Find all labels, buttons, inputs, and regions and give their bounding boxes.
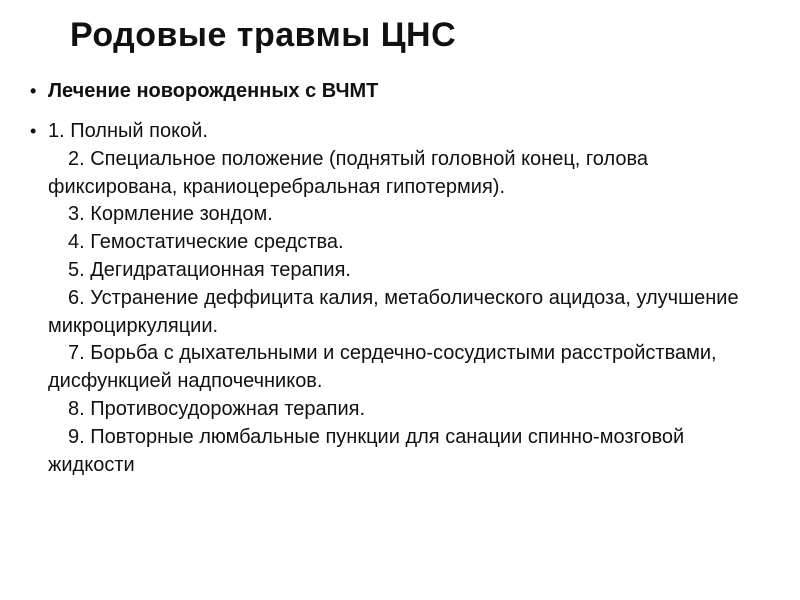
list-item-8: 8. Противосудорожная терапия. bbox=[68, 397, 366, 420]
treatment-list bbox=[30, 118, 770, 479]
list-item-4: 4. Гемостатические средства. bbox=[68, 231, 344, 254]
treatment-items bbox=[48, 118, 770, 479]
list-item-7: 7. Борьба с дыхательными и сердечно-сосудистыми расстройствами, дисфункцией надпочечников. bbox=[48, 342, 717, 393]
list-item-2: 2. Специальное положение (поднятый головной конец, голова фиксирована, краниоцеребральная гипотермия). bbox=[48, 147, 648, 198]
list-item-5: 5. Дегидратационная терапия. bbox=[68, 258, 351, 281]
list-item-6: 6. Устранение деффицита калия, метаболического ацидоза, улучшение микроциркуляции. bbox=[48, 286, 739, 337]
bullet-heading-row bbox=[30, 80, 378, 103]
bullet-icon: • bbox=[30, 121, 37, 141]
bullet-heading: Лечение новорожденных с ВЧМТ bbox=[48, 80, 379, 102]
bullet-icon: • bbox=[30, 81, 37, 101]
list-item-3: 3. Кормление зондом. bbox=[68, 203, 273, 226]
list-item-9: 9. Повторные люмбальные пункции для санации спинно-мозговой жидкости bbox=[48, 425, 685, 476]
list-item-1: 1. Полный покой. bbox=[48, 120, 208, 142]
slide-title: Родовые травмы ЦНС bbox=[70, 16, 457, 54]
